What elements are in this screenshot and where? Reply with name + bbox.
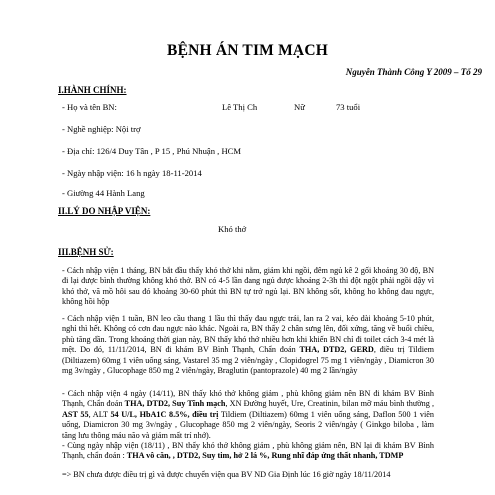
patient-age-value: 73 tuổi bbox=[336, 102, 361, 112]
paragraph-text: - Cách nhập viện 1 tuần, BN leo cầu thang 1 lầu thì thấy đau ngực trái, lan ra 2 vai, kéo dài khoảng 5-10 phút, nghỉ thì hết. Không có cơn đau ngực nào khác. Ngoài ra, BN thấy 2 chân sưng lên, đối xứng, tăng về buổi chiều, phù tăng dần. Trong khoảng thời gian này, BN thấy khó thở nhiều hơn khi khiến BN chỉ đi toilet cách 3-4 mét là mệt. Do đó, 11/11/2014, BN đi khám BV Bình Thạnh, Chẩn đoán bbox=[62, 314, 434, 355]
highlighted-text: AST 55 bbox=[62, 409, 89, 419]
patient-name-label: - Họ và tên BN: bbox=[62, 102, 117, 112]
paragraph-text: , điều trị Tildiem (Diltiazem) 60mg 1 viên uống sáng, Vastarel 35 mg 2 viên/ngày , Clopidogrel 75 mg 1 viên/ngày , Diamicron 30 mg 3v/ngày , Glucophage 850 mg 2 viên/ngày, Braglutin (pantoprazole) 40 mg 2 lần/ngày bbox=[62, 345, 435, 376]
highlighted-text: THA, DTD2, GERD bbox=[299, 345, 374, 355]
admission-date: - Ngày nhập viện: 16 h ngày 18-11-2014 bbox=[62, 168, 202, 178]
highlighted-text: 54 U/L, HbA1C 8.5%, điều trị bbox=[110, 409, 219, 419]
section-heading-history: III.BỆNH SỬ: bbox=[58, 247, 114, 257]
history-paragraph-3 bbox=[62, 389, 434, 441]
paragraph-text: Tildiem (Diltiazem) 60mg 1 viên uống sáng, Daflon 500 1 viên uống, Diamicron 30 mg 3v/ngày , Glucophage 850 mg 2 viên/ngày, Seoris 2 viên/ngày ( Ginkgo biloba , làm tăng lưu thông máu não và giảm mất trí nhớ). bbox=[62, 409, 434, 440]
section-heading-admin: I.HÀNH CHÍNH: bbox=[58, 85, 127, 95]
paragraph-text: , XN Đường huyết, Ure, Creatinin, bilan mỡ máu bình thường , bbox=[225, 399, 435, 409]
author-line: Nguyễn Thành Công Y 2009 – Tổ 29 bbox=[345, 67, 482, 77]
paragraph-text: - Cùng ngày nhập viện (18/11) , BN thấy khó thở không giảm , phù không giảm nên, BN lại đi khám BV Bình Thạnh, chẩn đoán : bbox=[62, 441, 434, 461]
history-paragraph-5 bbox=[62, 470, 434, 480]
patient-sex-value: Nữ bbox=[294, 102, 305, 112]
history-paragraph-4 bbox=[62, 441, 434, 462]
highlighted-text: THA, DTD2, Suy Tĩnh mạch bbox=[124, 399, 226, 409]
highlighted-text: THA vô căn, , DTD2, Suy tim, hở 2 lá %, Rung nhĩ đáp ứng thất nhanh, TDMP bbox=[126, 451, 404, 461]
paragraph-text: , ALT bbox=[88, 409, 111, 419]
paragraph-text: => BN chưa được điều trị gì và được chuyển viện qua BV ND Gia Định lúc 16 giờ ngày 18/11/2014 bbox=[62, 470, 391, 479]
paragraph-text: - Cách nhập viện 4 ngày (14/11), BN thấy khó thở không giảm , phù không giảm nên BN đi khám BV Bình Thạnh, Chẩn đoán bbox=[62, 389, 434, 409]
history-paragraph-1 bbox=[62, 266, 434, 308]
bed-number: - Giường 44 Hành Lang bbox=[62, 188, 145, 198]
admission-reason: Khó thở bbox=[218, 224, 247, 234]
history-paragraph-2 bbox=[62, 314, 434, 376]
patient-name-row bbox=[62, 102, 361, 112]
patient-occupation: - Nghề nghiệp: Nội trợ bbox=[62, 124, 141, 134]
document-title: BỆNH ÁN TIM MẠCH bbox=[167, 42, 328, 59]
patient-address: - Địa chỉ: 126/4 Duy Tân , P 15 , Phú Nhuận , HCM bbox=[62, 146, 242, 156]
section-heading-reason: II.LÝ DO NHẬP VIỆN: bbox=[58, 206, 151, 216]
paragraph-text: - Cách nhập viện 1 tháng, BN bắt đầu thấy khó thở khi nằm, giảm khi ngồi, đêm ngủ kê 2 gối khoảng 30 độ, BN đi lại được bình thường không khó thở. BN có 4-5 lần đang ngủ được khoảng 2-3h thì đột ngột phải ngồi dậy vì khó thở, vã mồ hôi sau đó khoảng 30-60 phút thì BN tự trở ngủ lại. BN không sốt, không ho không đau ngực, không hồi hộp bbox=[62, 266, 434, 307]
patient-name-value: Lê Thị Ch bbox=[222, 102, 258, 112]
